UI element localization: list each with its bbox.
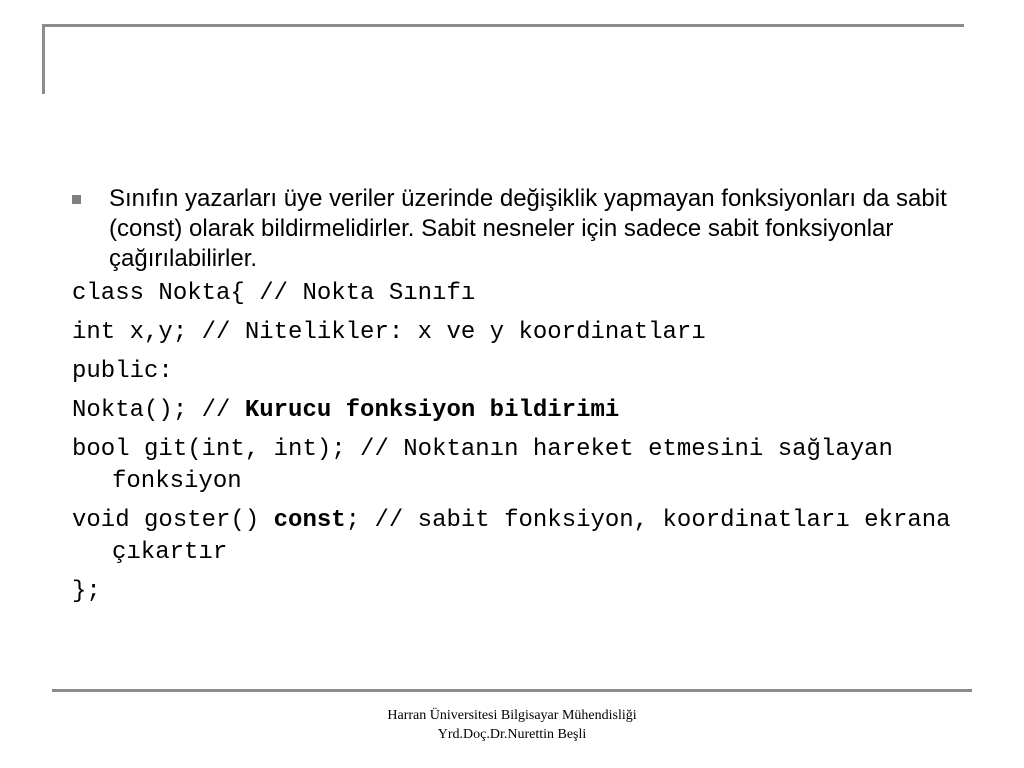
top-frame-line	[42, 24, 964, 27]
footer-divider	[52, 689, 972, 692]
code-text: void goster()	[72, 507, 274, 534]
code-line-goster	[72, 505, 972, 569]
code-line-class: class Nokta{ // Nokta Sınıfı	[72, 280, 476, 307]
bullet-text: Sınıfın yazarları üye veriler üzerinde değişiklik yapmayan fonksiyonları da sabit (const) olarak bildirmelidirler. Sabit nesneler için sadece sabit fonksiyonlar çağırılabilirler.	[109, 185, 947, 272]
code-bold-text: Kurucu fonksiyon bildirimi	[244, 397, 620, 424]
code-line-constructor	[72, 395, 972, 427]
code-text: ; // sabit fonksiyon, koordinatları ekrana çıkartır	[112, 507, 965, 566]
code-line-close: };	[72, 578, 101, 605]
footer-university: Harran Üniversitesi Bilgisayar Mühendisliği	[387, 708, 637, 723]
code-line-public: public:	[72, 358, 173, 385]
slide-body	[72, 184, 972, 615]
code-line-fields: int x,y; // Nitelikler: x ve y koordinatları	[72, 319, 706, 346]
code-bold-text: const	[273, 507, 346, 534]
code-line-git: bool git(int, int); // Noktanın hareket etmesini sağlayan fonksiyon	[72, 436, 908, 495]
footer-author: Yrd.Doç.Dr.Nurettin Beşli	[437, 727, 587, 742]
bullet-item	[72, 184, 972, 274]
left-frame-line	[42, 24, 45, 94]
square-bullet-icon	[72, 195, 81, 204]
code-text: Nokta(); //	[72, 397, 245, 424]
footer	[0, 706, 1024, 744]
